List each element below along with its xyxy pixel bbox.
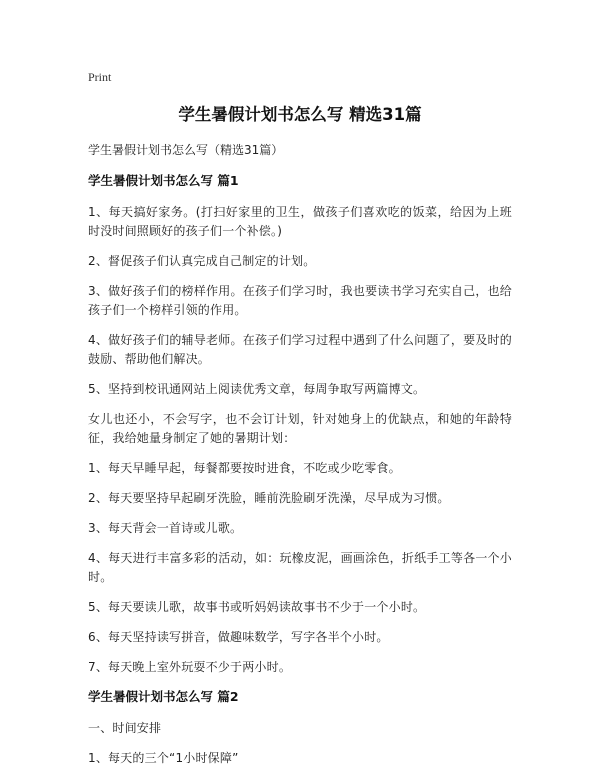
paragraph: 2、每天要坚持早起刷牙洗脸，睡前洗脸刷牙洗澡，尽早成为习惯。 [88,491,450,505]
paragraph: 女儿也还小，不会写字，也不会订计划，针对她身上的优缺点，和她的年龄特征，我给她量身制定了她的暑期计划： [88,412,512,445]
paragraph: 1、每天搞好家务。(打扫好家里的卫生，做孩子们喜欢吃的饭菜，给因为上班时没时间照顾好的孩子们一个补偿。) [88,205,512,238]
paragraph: 3、做好孩子们的榜样作用。在孩子们学习时，我也要读书学习充实自己，也给孩子们一个榜样引领的作用。 [88,284,512,317]
paragraph: 7、每天晚上室外玩耍不少于两小时。 [88,660,292,674]
section-heading: 学生暑假计划书怎么写 篇2 [88,689,239,704]
paragraph: 5、坚持到校讯通网站上阅读优秀文章，每周争取写两篇博文。 [88,382,426,396]
section-1 [88,172,512,677]
paragraph: 一、时间安排 [88,721,162,735]
paragraph: 5、每天要读儿歌，故事书或听妈妈读故事书不少于一个小时。 [88,600,426,614]
paragraph: 1、每天的三个“1小时保障” [88,751,239,765]
paragraph: 4、做好孩子们的辅导老师。在孩子们学习过程中遇到了什么问题了，要及时的鼓励、帮助他们解决。 [88,333,512,366]
document-title: 学生暑假计划书怎么写 精选31篇 [178,105,422,124]
document-subtitle: 学生暑假计划书怎么写（精选31篇） [88,143,284,157]
paragraph: 2、督促孩子们认真完成自己制定的计划。 [88,254,316,268]
section-2 [88,688,512,768]
paragraph: 3、每天背会一首诗或儿歌。 [88,521,243,535]
paragraph: 6、每天坚持读写拼音，做趣味数学，写字各半个小时。 [88,630,389,644]
section-heading: 学生暑假计划书怎么写 篇1 [88,173,239,188]
paragraph: 4、每天进行丰富多彩的活动，如：玩橡皮泥，画画涂色，折纸手工等各一个小时。 [88,551,512,584]
print-label[interactable]: Print [88,70,112,84]
paragraph: 1、每天早睡早起，每餐都要按时进食，不吃或少吃零食。 [88,461,401,475]
